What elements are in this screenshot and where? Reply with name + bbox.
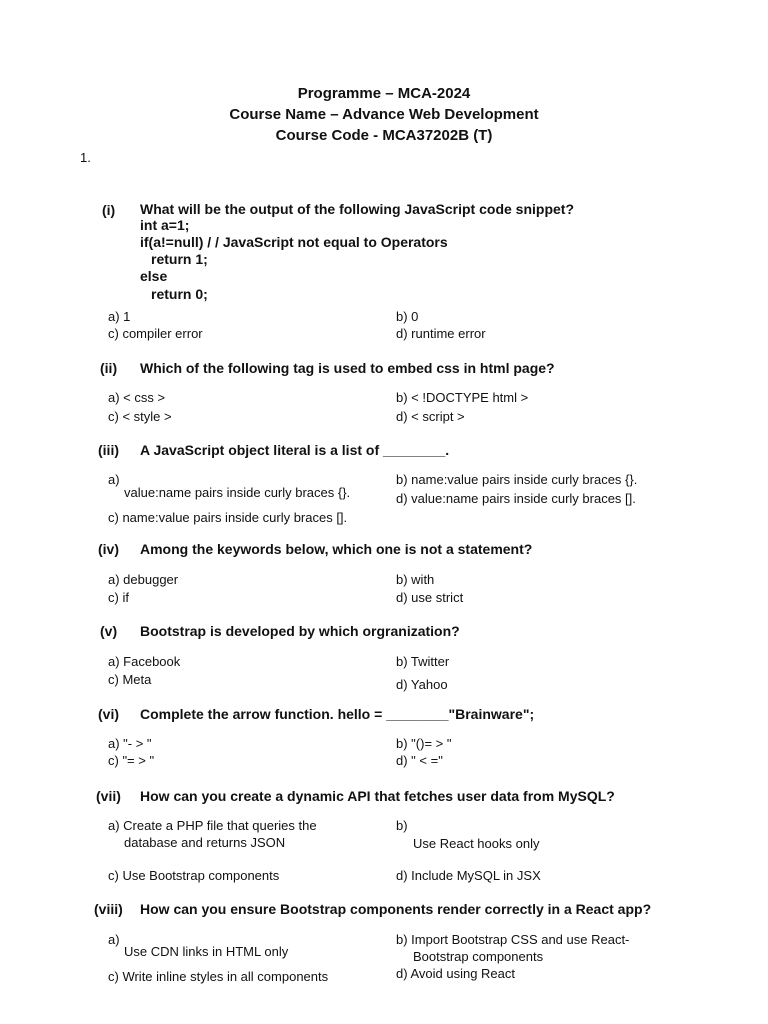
question-number: (iii) <box>98 442 119 458</box>
question-text: Among the keywords below, which one is not a statement? <box>140 541 533 557</box>
option-b: b) with <box>396 572 435 587</box>
option-c: c) Write inline styles in all components <box>108 969 329 984</box>
option-d: d) < script > <box>396 409 465 424</box>
course-code: Course Code - MCA37202B (T) <box>275 127 493 144</box>
option-b: b) 0 <box>396 309 419 324</box>
option-a: a) < css > <box>108 390 166 405</box>
option-b-prefix: b) <box>396 818 408 833</box>
option-a: a) Facebook <box>108 654 181 669</box>
question-number: (vii) <box>96 788 121 804</box>
course-name: Course Name – Advance Web Development <box>229 106 539 123</box>
option-b: b) Twitter <box>396 654 450 669</box>
option-c: c) Use Bootstrap components <box>108 868 280 883</box>
option-d: d) runtime error <box>396 326 486 341</box>
option-a-prefix: a) <box>108 472 120 487</box>
option-d: d) value:name pairs inside curly braces []. <box>396 491 636 506</box>
code-line: int a=1; <box>140 217 190 233</box>
option-a: a) 1 <box>108 309 131 324</box>
question-text: What will be the output of the following JavaScript code snippet? <box>140 201 575 217</box>
option-a-line2: database and returns JSON <box>124 835 286 850</box>
section-number: 1. <box>80 150 91 165</box>
option-b: b) name:value pairs inside curly braces {}. <box>396 472 638 487</box>
option-a: a) "- > " <box>108 736 152 751</box>
question-text: Complete the arrow function. hello = ________"Brainware"; <box>140 706 535 722</box>
option-a: Use CDN links in HTML only <box>124 944 289 959</box>
option-c: c) "= > " <box>108 753 155 768</box>
question-number: (i) <box>102 202 116 218</box>
question-number: (iv) <box>98 541 119 557</box>
option-c: c) if <box>108 590 129 605</box>
option-b: b) "()= > " <box>396 736 452 751</box>
option-c: c) compiler error <box>108 326 203 341</box>
programme-title: Programme – MCA-2024 <box>297 85 471 102</box>
code-line: else <box>140 268 168 284</box>
option-b-line2: Bootstrap components <box>413 949 544 964</box>
code-line: return 1; <box>151 251 208 267</box>
option-c: c) name:value pairs inside curly braces []. <box>108 510 348 525</box>
code-line: return 0; <box>151 286 208 302</box>
option-c: c) Meta <box>108 672 152 687</box>
option-b: b) < !DOCTYPE html > <box>396 390 529 405</box>
question-number: (v) <box>100 623 118 639</box>
option-d: d) Yahoo <box>396 677 448 692</box>
question-text: Which of the following tag is used to embed css in html page? <box>140 360 555 376</box>
option-d: d) use strict <box>396 590 464 605</box>
option-a: a) debugger <box>108 572 179 587</box>
question-number: (ii) <box>100 360 118 376</box>
option-a-prefix: a) <box>108 932 120 947</box>
option-c: c) < style > <box>108 409 172 424</box>
option-d: d) Avoid using React <box>396 966 515 981</box>
option-b: Use React hooks only <box>413 836 540 851</box>
question-text: Bootstrap is developed by which orgranization? <box>140 623 460 639</box>
option-a-line1: a) Create a PHP file that queries the <box>108 818 317 833</box>
option-d: d) " < =" <box>396 753 443 768</box>
option-b-line1: b) Import Bootstrap CSS and use React- <box>396 932 630 947</box>
question-text: How can you create a dynamic API that fetches user data from MySQL? <box>140 788 615 804</box>
question-text: How can you ensure Bootstrap components render correctly in a React app? <box>140 901 652 917</box>
option-d: d) Include MySQL in JSX <box>396 868 541 883</box>
code-line: if(a!=null) / / JavaScript not equal to Operators <box>140 234 448 250</box>
question-text: A JavaScript object literal is a list of ________. <box>140 442 450 458</box>
option-a: value:name pairs inside curly braces {}. <box>124 485 351 500</box>
question-number: (viii) <box>94 901 123 917</box>
question-number: (vi) <box>98 706 119 722</box>
